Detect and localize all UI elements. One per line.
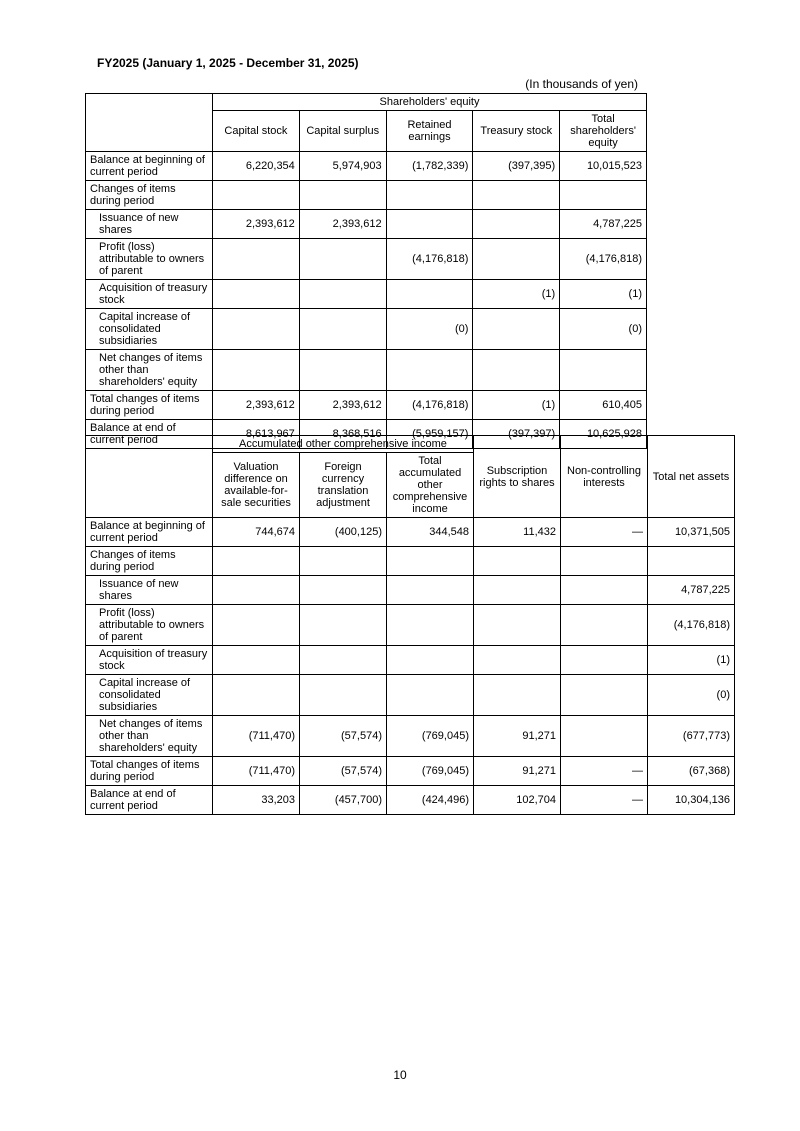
value-cell: 344,548 <box>387 518 474 547</box>
row-label: Profit (loss) attributable to owners of parent <box>86 239 213 280</box>
value-cell: 2,393,612 <box>213 391 300 420</box>
row-label: Acquisition of treasury stock <box>86 646 213 675</box>
value-cell: (397,397) <box>473 420 560 449</box>
table1-head <box>86 94 647 152</box>
value-cell <box>387 547 474 576</box>
value-cell: 11,432 <box>474 518 561 547</box>
value-cell <box>213 280 300 309</box>
header-cell: Capital surplus <box>299 111 386 152</box>
row-label: Changes of items during period <box>86 181 213 210</box>
value-cell: — <box>561 757 648 786</box>
unit-note: (In thousands of yen) <box>525 77 638 91</box>
value-cell <box>561 576 648 605</box>
value-cell <box>300 605 387 646</box>
value-cell <box>474 547 561 576</box>
value-cell <box>213 239 300 280</box>
value-cell: 2,393,612 <box>299 210 386 239</box>
value-cell <box>213 309 300 350</box>
value-cell: 10,304,136 <box>648 786 735 815</box>
table-row <box>86 309 647 350</box>
value-cell: 744,674 <box>213 518 300 547</box>
value-cell <box>386 280 473 309</box>
table2-body <box>86 518 735 815</box>
value-cell <box>561 605 648 646</box>
value-cell: (0) <box>560 309 647 350</box>
value-cell: 102,704 <box>474 786 561 815</box>
header-cell: Non-controlling interests <box>561 436 648 518</box>
value-cell <box>473 309 560 350</box>
row-label: Net changes of items other than shareholders' equity <box>86 716 213 757</box>
value-cell: (711,470) <box>213 716 300 757</box>
value-cell: (1) <box>473 391 560 420</box>
table-row <box>86 675 735 716</box>
row-label: Total changes of items during period <box>86 391 213 420</box>
value-cell: 6,220,354 <box>213 152 300 181</box>
table-row <box>86 757 735 786</box>
value-cell: 10,371,505 <box>648 518 735 547</box>
value-cell: 4,787,225 <box>560 210 647 239</box>
header-cell: Total shareholders' equity <box>560 111 647 152</box>
row-label-header <box>86 436 213 518</box>
value-cell <box>474 576 561 605</box>
value-cell: (1,782,339) <box>386 152 473 181</box>
group-header: Accumulated other comprehensive income <box>213 436 474 453</box>
value-cell: — <box>561 518 648 547</box>
table2-head <box>86 436 735 518</box>
value-cell <box>561 547 648 576</box>
value-cell: (4,176,818) <box>648 605 735 646</box>
table-row <box>86 239 647 280</box>
value-cell <box>299 280 386 309</box>
value-cell: (5,959,157) <box>386 420 473 449</box>
value-cell: (1) <box>648 646 735 675</box>
table-row <box>86 210 647 239</box>
header-cell: Retained earnings <box>386 111 473 152</box>
row-label: Balance at beginning of current period <box>86 518 213 547</box>
row-label: Acquisition of treasury stock <box>86 280 213 309</box>
value-cell: 91,271 <box>474 716 561 757</box>
value-cell <box>561 675 648 716</box>
value-cell <box>386 210 473 239</box>
value-cell <box>300 547 387 576</box>
row-label: Capital increase of consolidated subsidiaries <box>86 675 213 716</box>
table-row <box>86 280 647 309</box>
value-cell: (0) <box>386 309 473 350</box>
value-cell: 10,625,928 <box>560 420 647 449</box>
value-cell <box>213 547 300 576</box>
value-cell <box>213 605 300 646</box>
header-cell: Capital stock <box>213 111 300 152</box>
table1-body <box>86 152 647 449</box>
row-label: Changes of items during period <box>86 547 213 576</box>
table-row <box>86 350 647 391</box>
value-cell: (769,045) <box>387 757 474 786</box>
header-cell: Treasury stock <box>473 111 560 152</box>
value-cell: (57,574) <box>300 716 387 757</box>
fiscal-year-title: FY2025 (January 1, 2025 - December 31, 2025) <box>97 56 359 70</box>
value-cell <box>560 350 647 391</box>
row-label: Total changes of items during period <box>86 757 213 786</box>
table-row <box>86 605 735 646</box>
value-cell <box>474 675 561 716</box>
table-row <box>86 646 735 675</box>
value-cell <box>213 181 300 210</box>
value-cell: — <box>561 786 648 815</box>
page-number: 10 <box>393 1068 407 1082</box>
row-label: Capital increase of consolidated subsidiaries <box>86 309 213 350</box>
value-cell <box>648 547 735 576</box>
value-cell <box>387 675 474 716</box>
value-cell: 33,203 <box>213 786 300 815</box>
value-cell <box>299 181 386 210</box>
value-cell <box>473 181 560 210</box>
value-cell <box>213 576 300 605</box>
value-cell <box>299 350 386 391</box>
value-cell <box>213 646 300 675</box>
value-cell <box>474 605 561 646</box>
value-cell: (4,176,818) <box>386 391 473 420</box>
value-cell <box>386 181 473 210</box>
value-cell <box>561 646 648 675</box>
value-cell <box>300 646 387 675</box>
value-cell <box>213 675 300 716</box>
value-cell <box>300 576 387 605</box>
value-cell <box>561 716 648 757</box>
comprehensive-income-table <box>85 435 735 815</box>
row-label: Net changes of items other than shareholders' equity <box>86 350 213 391</box>
value-cell <box>387 576 474 605</box>
table-row <box>86 716 735 757</box>
value-cell: (400,125) <box>300 518 387 547</box>
value-cell: 610,405 <box>560 391 647 420</box>
value-cell: (1) <box>473 280 560 309</box>
value-cell: 5,974,903 <box>299 152 386 181</box>
value-cell: (769,045) <box>387 716 474 757</box>
value-cell: 10,015,523 <box>560 152 647 181</box>
header-row <box>86 94 647 111</box>
value-cell: (57,574) <box>300 757 387 786</box>
header-cell: Valuation difference on available-for-sale securities <box>213 453 300 518</box>
table-row <box>86 518 735 547</box>
table-row <box>86 786 735 815</box>
value-cell <box>300 675 387 716</box>
value-cell: 8,368,516 <box>299 420 386 449</box>
header-cell: Total accumulated other comprehensive income <box>387 453 474 518</box>
value-cell <box>387 605 474 646</box>
value-cell: (677,773) <box>648 716 735 757</box>
group-header: Shareholders' equity <box>213 94 647 111</box>
header-cell: Total net assets <box>648 436 735 518</box>
value-cell: (67,368) <box>648 757 735 786</box>
value-cell <box>213 350 300 391</box>
value-cell: (457,700) <box>300 786 387 815</box>
value-cell: (0) <box>648 675 735 716</box>
value-cell <box>473 350 560 391</box>
table-row <box>86 181 647 210</box>
value-cell: 4,787,225 <box>648 576 735 605</box>
value-cell: (4,176,818) <box>560 239 647 280</box>
row-label: Balance at end of current period <box>86 420 213 449</box>
row-label: Issuance of new shares <box>86 210 213 239</box>
row-label: Balance at end of current period <box>86 786 213 815</box>
value-cell: (397,395) <box>473 152 560 181</box>
row-label: Profit (loss) attributable to owners of parent <box>86 605 213 646</box>
value-cell: 91,271 <box>474 757 561 786</box>
value-cell <box>473 239 560 280</box>
row-label: Balance at beginning of current period <box>86 152 213 181</box>
row-label-header <box>86 94 213 152</box>
value-cell: (4,176,818) <box>386 239 473 280</box>
header-row <box>86 436 735 453</box>
value-cell <box>473 210 560 239</box>
table-row <box>86 547 735 576</box>
value-cell <box>299 239 386 280</box>
value-cell: 2,393,612 <box>299 391 386 420</box>
value-cell <box>386 350 473 391</box>
shareholders-equity-table <box>85 93 647 449</box>
header-cell: Subscription rights to shares <box>474 436 561 518</box>
table-row <box>86 576 735 605</box>
value-cell <box>474 646 561 675</box>
table-row <box>86 391 647 420</box>
header-cell: Foreign currency translation adjustment <box>300 453 387 518</box>
value-cell: (424,496) <box>387 786 474 815</box>
value-cell <box>560 181 647 210</box>
value-cell <box>387 646 474 675</box>
value-cell <box>299 309 386 350</box>
row-label: Issuance of new shares <box>86 576 213 605</box>
value-cell: (1) <box>560 280 647 309</box>
value-cell: (711,470) <box>213 757 300 786</box>
value-cell: 2,393,612 <box>213 210 300 239</box>
value-cell: 8,613,967 <box>213 420 300 449</box>
table-row <box>86 152 647 181</box>
